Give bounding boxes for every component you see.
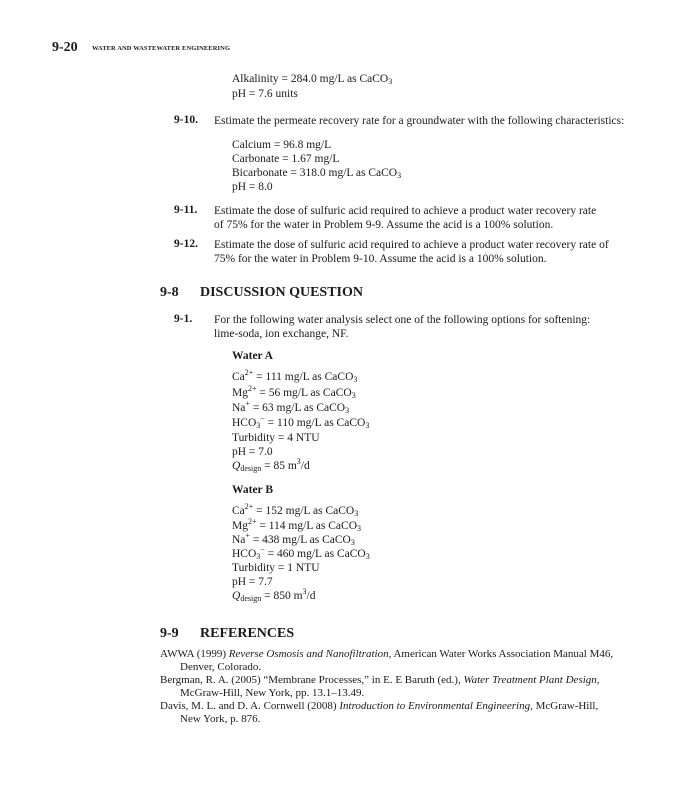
calcium-line: Calcium = 96.8 mg/L (232, 139, 332, 151)
reference-bergman: Bergman, R. A. (2005) “Membrane Processes,” in E. E Baruth (ed.), Water Treatment Plant Design, McGraw-Hill, New York, pp. 13.1–13.49. (160, 674, 600, 699)
problem-number-9-11: 9-11. (174, 204, 198, 216)
problem-text-9-11-line1: Estimate the dose of sulfuric acid required to achieve a product water recovery rate (214, 205, 597, 217)
reference-awwa: AWWA (1999) Reverse Osmosis and Nanofiltration, American Water Works Association Manual M46, Denver, Colorado. (160, 648, 614, 673)
question-number-9-1: 9-1. (174, 313, 193, 325)
water-a-mg: $Mg^{2+} = 56$ mg/L as CaCO$_3$ (232, 384, 356, 400)
water-a-turbidity: Turbidity = 4 NTU (232, 432, 320, 444)
section-number-9-9: 9-9 (160, 626, 179, 641)
reference-davis: Davis, M. L. and D. A. Cornwell (2008) Introduction to Environmental Engineering, McGraw-Hill, New York, p. 876. (160, 700, 599, 725)
water-b-turbidity: Turbidity = 1 NTU (232, 562, 320, 574)
water-a-title: Water A (232, 350, 273, 362)
water-a-na: Na+ = 63 mg/L as CaCO$_3$ (232, 399, 350, 415)
problem-number-9-10: 9-10. (174, 114, 198, 126)
question-text-line1: For the following water analysis select one of the following options for softening: (214, 314, 591, 326)
water-b-mg: $Mg^{2+} = 114$ mg/L as CaCO$_3$ (232, 517, 362, 533)
water-b-title: Water B (232, 484, 273, 496)
water-a-hco3: $HCO_3^- = 110$ mg/L as CaCO$_3$ (232, 414, 370, 430)
page-number: 9-20 (52, 40, 78, 55)
water-a-ph: pH = 7.0 (232, 446, 273, 458)
problem-text-9-11-line2: of 75% for the water in Problem 9-9. Assume the acid is a 100% solution. (214, 219, 554, 231)
problem-number-9-12: 9-12. (174, 238, 198, 250)
water-b-hco3: $HCO_3^- = 460$ mg/L as CaCO$_3$ (232, 545, 370, 561)
carbonate-line: Carbonate = 1.67 mg/L (232, 153, 340, 165)
section-title-references: REFERENCES (200, 626, 295, 641)
water-b-q-design: $Q_{design} = 850$ $m^3/d$ (232, 587, 316, 603)
groundwater-ph-line: pH = 8.0 (232, 181, 273, 193)
question-text-line2: lime-soda, ion exchange, NF. (214, 328, 349, 340)
water-a-ca: $Ca^{2+} = 111$ mg/L as CaCO$_3$ (232, 368, 358, 384)
water-a-q-design: $Q_{design} = 85$ $m^3/d$ (232, 457, 310, 473)
alkalinity-line: Alkalinity = 284.0 mg/L as CaCO$_3$ (232, 73, 393, 86)
problem-text-9-12-line2: 75% for the water in Problem 9-10. Assume the acid is a 100% solution. (214, 253, 547, 265)
section-title-discussion: DISCUSSION QUESTION (200, 285, 363, 300)
water-b-ph: pH = 7.7 (232, 576, 273, 588)
water-b-na: Na+ = 438 mg/L as CaCO$_3$ (232, 531, 355, 547)
problem-text-9-10: Estimate the permeate recovery rate for a groundwater with the following characteristics: (214, 115, 625, 127)
section-number-9-8: 9-8 (160, 285, 179, 300)
running-title: WATER AND WASTEWATER ENGINEERING (92, 45, 231, 52)
water-b-ca: $Ca^{2+} = 152$ mg/L as CaCO$_3$ (232, 502, 359, 518)
problem-text-9-12-line1: Estimate the dose of sulfuric acid required to achieve a product water recovery rate of (214, 239, 609, 251)
ph-line: pH = 7.6 units (232, 88, 298, 100)
bicarbonate-line: Bicarbonate = 318.0 mg/L as CaCO$_3$ (232, 167, 402, 180)
